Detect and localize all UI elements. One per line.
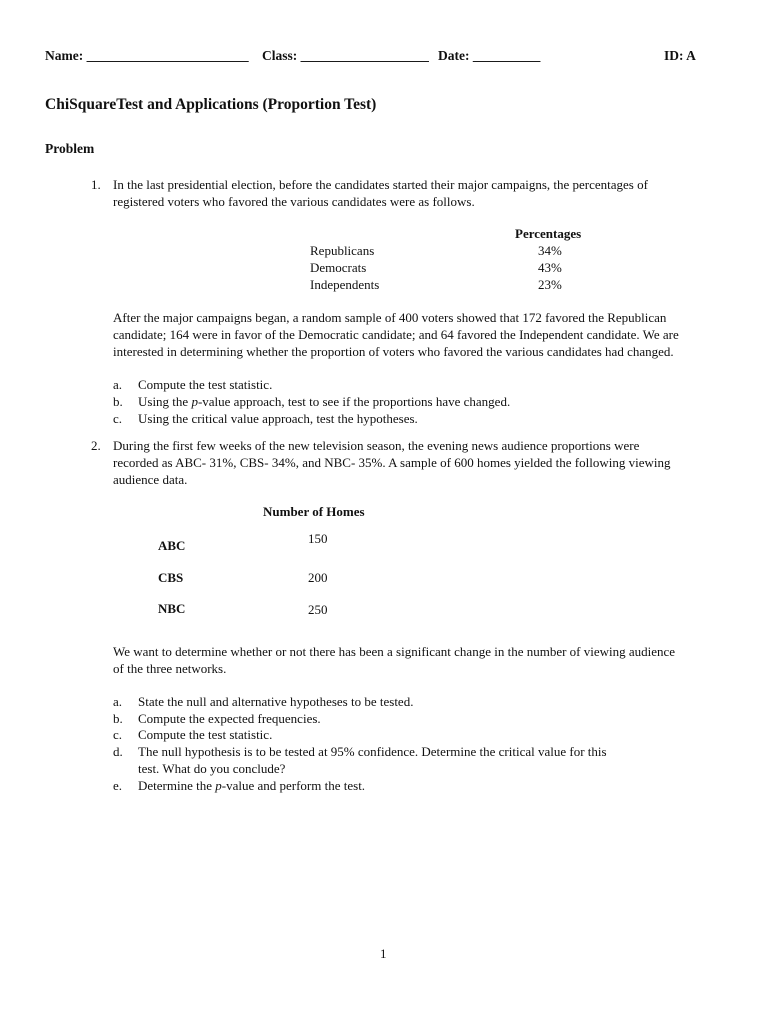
part-text: Compute the test statistic. [138,377,273,392]
network-label: ABC [158,538,186,553]
part-letter: a. [113,377,123,392]
homes-count: 200 [308,570,328,585]
problem1-paragraph-line: interested in determining whether the proportion of voters who favored the various candidates had changed. [113,344,674,359]
part-text: Compute the test statistic. [138,727,273,742]
problem1-intro-line: In the last presidential election, before the candidates started their major campaigns, the percentages of [113,177,648,192]
part-letter: c. [113,727,123,742]
homes-count: 150 [308,531,328,546]
party-label: Democrats [310,260,367,275]
page-number: 1 [380,946,387,961]
part-letter: e. [113,778,123,793]
problem1-paragraph-line: After the major campaigns began, a random sample of 400 voters showed that 172 favored the Republican [113,310,667,325]
part-letter: c. [113,411,123,426]
part-text: Using the critical value approach, test the hypotheses. [138,411,418,426]
homes-count: 250 [308,602,328,617]
homes-table-header: Number of Homes [263,504,365,519]
part-text: Using the p-value approach, test to see if the proportions have changed. [138,394,511,409]
part-text: Determine the p-value and perform the test. [138,778,366,793]
page-title: ChiSquareTest and Applications (Proportion Test) [45,96,377,113]
id-label: ID: A [664,48,696,63]
party-percentage: 34% [538,243,562,258]
party-label: Republicans [310,243,375,258]
party-percentage: 43% [538,260,562,275]
section-label: Problem [45,141,95,156]
network-label: NBC [158,601,186,616]
date-field-label: Date: __________ [438,48,541,63]
part-text: The null hypothesis is to be tested at 95% confidence. Determine the critical value for this [138,744,607,759]
part-text-continuation: test. What do you conclude? [138,761,286,776]
part-letter: d. [113,744,123,759]
percentages-header: Percentages [515,226,582,241]
part-letter: a. [113,694,123,709]
problem2-paragraph-line: We want to determine whether or not there has been a significant change in the number of viewing audience [113,644,676,659]
problem-number: 2. [91,438,101,453]
part-letter: b. [113,394,123,409]
problem1-paragraph-line: candidate; 164 were in favor of the Democratic candidate; and 64 favored the Independent candidate. We are [113,327,679,342]
part-text: State the null and alternative hypotheses to be tested. [138,694,414,709]
part-letter: b. [113,711,123,726]
problem-number: 1. [91,177,101,192]
class-field-label: Class: ___________________ [262,48,429,63]
part-text: Compute the expected frequencies. [138,711,321,726]
problem2-intro-line: audience data. [113,472,188,487]
problem2-intro-line: recorded as ABC- 31%, CBS- 34%, and NBC- 35%. A sample of 600 homes yielded the following viewing [113,455,671,470]
problem1-intro-line: registered voters who favored the various candidates were as follows. [113,194,475,209]
problem2-intro-line: During the first few weeks of the new television season, the evening news audience proportions were [113,438,640,453]
network-label: CBS [158,570,184,585]
problem2-paragraph-line: of the three networks. [113,661,227,676]
party-percentage: 23% [538,277,562,292]
name-field-label: Name: ________________________ [45,48,249,63]
party-label: Independents [310,277,380,292]
